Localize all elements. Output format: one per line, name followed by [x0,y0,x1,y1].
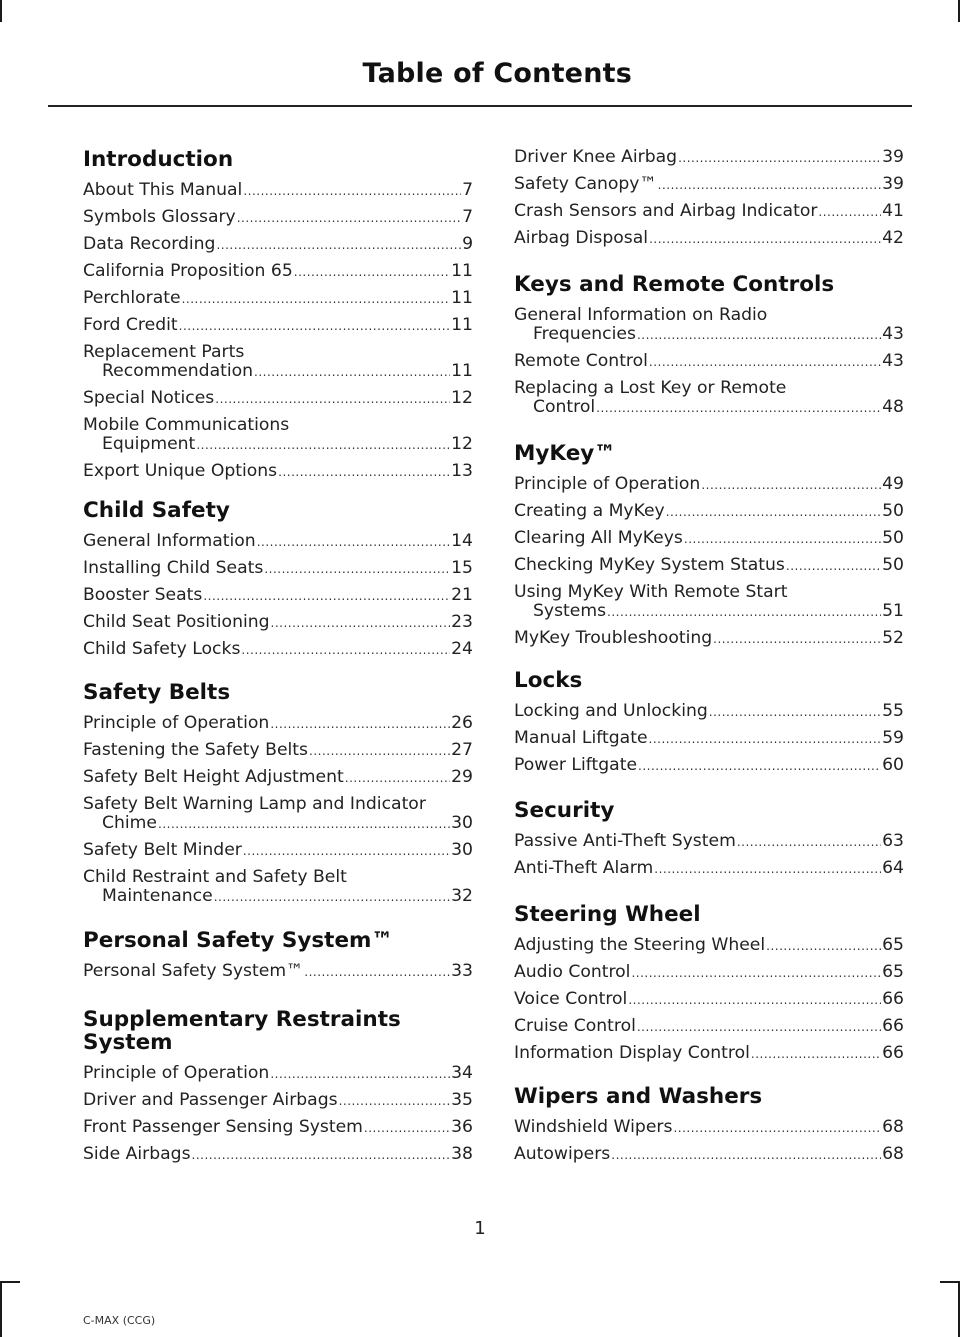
section-heading [514,669,904,692]
toc-entry-page: 65 [882,962,904,982]
section-heading [83,1008,473,1054]
dot-leader [271,614,451,633]
toc-entry-label: Safety Canopy™ [514,174,657,194]
toc-entry-label: Perchlorate [83,288,181,308]
dot-leader [158,815,450,834]
toc-entry-label: Using MyKey With Remote Start [514,582,788,602]
section-heading-line: Security [514,798,615,823]
toc-section [83,929,473,989]
toc-entry[interactable] [514,629,904,649]
toc-entry-label: Special Notices [83,388,215,408]
toc-entry-page: 50 [882,501,904,521]
toc-entry[interactable] [514,1118,904,1138]
toc-entry[interactable] [514,1145,904,1165]
dot-leader [737,833,881,852]
toc-entry[interactable] [83,613,473,633]
dot-leader [243,182,461,201]
toc-entry-label: Locking and Unlocking [514,701,708,721]
toc-entry[interactable] [83,768,473,788]
toc-section [514,273,904,425]
toc-entry-label: MyKey Troubleshooting [514,628,713,648]
dot-leader [713,630,881,649]
toc-entry-label: Creating a MyKey [514,501,665,521]
toc-entry[interactable] [514,148,904,168]
dot-leader [637,1018,881,1037]
toc-entry[interactable] [514,306,904,345]
dot-leader [304,963,450,982]
dot-leader [701,476,881,495]
dot-leader [270,1065,450,1084]
toc-entry-page: 68 [882,1117,904,1137]
section-heading-line: Safety Belts [83,680,231,705]
dot-leader [611,1146,881,1165]
toc-entry-label: Information Display Control [514,1043,750,1063]
section-heading [83,681,473,704]
toc-entry-page: 34 [451,1063,473,1083]
dot-leader [237,209,461,228]
toc-entry-page: 21 [451,585,473,605]
toc-entry-page: 30 [451,813,473,833]
toc-entry-label: Principle of Operation [83,713,270,733]
toc-entry-page: 32 [451,886,473,906]
toc-section [514,148,904,256]
toc-entry-label: Replacement Parts [83,342,245,362]
toc-entry-page: 55 [882,701,904,721]
toc-entry-label: Principle of Operation [514,474,701,494]
section-heading-line: Personal Safety System™ [83,928,393,953]
toc-entry[interactable] [83,416,473,455]
dot-leader [309,742,450,761]
dot-leader [786,557,881,576]
dot-leader [241,641,450,660]
toc-entry[interactable] [83,1145,473,1165]
toc-entry-page: 36 [451,1117,473,1137]
dot-leader [254,363,450,382]
toc-entry-label: Windshield Wipers [514,1117,673,1137]
header-divider [48,105,912,107]
dot-leader [637,326,881,345]
toc-section [83,148,473,489]
toc-entry[interactable] [83,868,473,907]
toc-entry-label: Power Liftgate [514,755,638,775]
toc-entry-label: Anti-Theft Alarm [514,858,654,878]
toc-entry-label: Installing Child Seats [83,558,264,578]
toc-entry-label: Booster Seats [83,585,203,605]
toc-entry-label: Adjusting the Steering Wheel [514,935,766,955]
section-heading [514,1085,904,1108]
toc-entry[interactable] [83,559,473,579]
toc-entry-page: 15 [451,558,473,578]
dot-leader [294,263,450,282]
dot-leader [658,176,881,195]
toc-entry-label: Symbols Glossary [83,207,236,227]
section-heading-line: Wipers and Washers [514,1084,763,1109]
toc-entry[interactable] [514,556,904,576]
toc-entry[interactable] [83,343,473,382]
toc-entry[interactable] [514,229,904,249]
toc-entry-label: Ford Credit [83,315,178,335]
toc-entry[interactable] [83,1091,473,1111]
toc-entry-page: 65 [882,935,904,955]
toc-entry[interactable] [83,289,473,309]
toc-entry-page: 50 [882,528,904,548]
dot-leader [214,888,450,907]
crop-mark-bottom-left-h [0,1281,20,1283]
toc-entry-page: 41 [882,201,904,221]
toc-entry-page: 66 [882,1043,904,1063]
dot-leader [631,964,881,983]
section-heading [83,929,473,952]
toc-entry-page: 11 [451,361,473,381]
dot-leader [278,463,450,482]
toc-entry[interactable] [83,262,473,282]
toc-entry-label: Clearing All MyKeys [514,528,683,548]
toc-entry-label: Voice Control [514,989,628,1009]
toc-entry[interactable] [83,389,473,409]
toc-entry-label: Frequencies [533,324,636,344]
toc-entry-page: 23 [451,612,473,632]
toc-entry-page: 52 [882,628,904,648]
toc-entry-page: 66 [882,989,904,1009]
dot-leader [215,390,450,409]
toc-entry-page: 11 [451,315,473,335]
toc-entry-label: Driver and Passenger Airbags [83,1090,338,1110]
toc-entry-page: 38 [451,1144,473,1164]
toc-entry-label: Recommendation [102,361,254,381]
dot-leader [243,842,450,861]
toc-entry-label: Data Recording [83,234,216,254]
toc-entry-page: 14 [451,531,473,551]
page-number: 1 [474,1218,486,1239]
toc-entry-label: Side Airbags [83,1144,191,1164]
section-heading-line: Supplementary Restraints [83,1007,401,1032]
toc-entry-label: About This Manual [83,180,243,200]
toc-entry-page: 26 [451,713,473,733]
toc-section [514,799,904,886]
toc-entry-page: 11 [451,261,473,281]
dot-leader [666,503,881,522]
toc-entry[interactable] [514,702,904,722]
toc-entry[interactable] [83,714,473,734]
section-heading-line: System [83,1030,173,1055]
toc-entry-label: Passive Anti-Theft System [514,831,736,851]
page-title: Table of Contents [362,58,632,89]
toc-section [514,903,904,1071]
toc-section [83,1008,473,1172]
toc-entry-page: 59 [882,728,904,748]
toc-entry-label: General Information [83,531,256,551]
dot-leader [264,560,450,579]
toc-entry-page: 63 [882,831,904,851]
toc-entry-label: Audio Control [514,962,631,982]
dot-leader [196,436,450,455]
dot-leader [766,937,881,956]
toc-entry-page: 35 [451,1090,473,1110]
dot-leader [203,587,450,606]
dot-leader [649,230,881,249]
section-heading-line: Child Safety [83,498,230,523]
toc-entry[interactable] [83,586,473,606]
dot-leader [684,530,881,549]
toc-entry-page: 11 [451,288,473,308]
toc-entry-label: Child Seat Positioning [83,612,270,632]
toc-entry-label: Safety Belt Minder [83,840,242,860]
toc-section [514,442,904,656]
toc-entry-page: 66 [882,1016,904,1036]
dot-leader [270,715,450,734]
toc-entry-label: Cruise Control [514,1016,636,1036]
toc-entry-label: Checking MyKey System Status [514,555,785,575]
toc-entry-label: Systems [533,601,607,621]
toc-entry-label: Airbag Disposal [514,228,649,248]
dot-leader [649,353,881,372]
dot-leader [364,1119,450,1138]
section-heading [514,442,904,465]
toc-entry-label: Equipment [102,434,196,454]
toc-entry[interactable] [83,1064,473,1084]
toc-entry[interactable] [514,529,904,549]
toc-entry[interactable] [514,202,904,222]
dot-leader [257,533,450,552]
section-heading [83,148,473,171]
toc-entry[interactable] [83,962,473,982]
toc-entry[interactable] [83,640,473,660]
dot-leader [182,290,451,309]
toc-entry-page: 43 [882,351,904,371]
toc-entry[interactable] [514,379,904,418]
model-code: C-MAX (CCG) [83,1314,156,1327]
toc-entry[interactable] [83,235,473,255]
toc-entry[interactable] [83,795,473,834]
toc-entry-label: Mobile Communications [83,415,290,435]
toc-entry-label: Driver Knee Airbag [514,147,678,167]
section-heading-line: Introduction [83,147,234,172]
section-heading [83,499,473,522]
toc-entry[interactable] [514,990,904,1010]
toc-entry-page: 50 [882,555,904,575]
dot-leader [339,1092,451,1111]
toc-entry-page: 68 [882,1144,904,1164]
section-heading-line: Keys and Remote Controls [514,272,835,297]
toc-entry[interactable] [514,756,904,776]
toc-entry-label: Safety Belt Warning Lamp and Indicator [83,794,426,814]
toc-entry-label: Principle of Operation [83,1063,270,1083]
crop-mark-bottom-left [0,1281,2,1337]
toc-section [83,499,473,667]
toc-entry[interactable] [514,729,904,749]
toc-entry-page: 7 [462,207,473,227]
toc-entry-page: 12 [451,388,473,408]
dot-leader [628,991,881,1010]
dot-leader [818,203,881,222]
section-heading-line: MyKey™ [514,441,616,466]
toc-entry-label: Fastening the Safety Belts [83,740,308,760]
toc-entry[interactable] [83,1118,473,1138]
toc-entry[interactable] [83,532,473,552]
toc-entry-page: 13 [451,461,473,481]
toc-entry-label: Replacing a Lost Key or Remote [514,378,787,398]
toc-entry-page: 27 [451,740,473,760]
toc-entry[interactable] [514,1017,904,1037]
toc-entry-label: Autowipers [514,1144,611,1164]
toc-entry-label: Remote Control [514,351,648,371]
dot-leader [192,1146,451,1165]
dot-leader [709,703,881,722]
toc-entry-page: 30 [451,840,473,860]
dot-leader [607,603,881,622]
dot-leader [654,860,881,879]
dot-leader [673,1119,881,1138]
dot-leader [751,1045,881,1064]
toc-entry-page: 33 [451,961,473,981]
toc-entry-label: Chime [102,813,157,833]
dot-leader [678,149,881,168]
toc-section [514,1085,904,1172]
toc-entry[interactable] [514,859,904,879]
toc-section [514,669,904,783]
toc-entry[interactable] [514,963,904,983]
toc-entry[interactable] [514,1044,904,1064]
dot-leader [216,236,461,255]
crop-mark-top-left [0,0,2,22]
toc-entry-page: 64 [882,858,904,878]
toc-entry[interactable] [83,841,473,861]
toc-entry[interactable] [83,208,473,228]
toc-entry-page: 7 [462,180,473,200]
toc-entry-label: Export Unique Options [83,461,278,481]
toc-entry-label: Front Passenger Sensing System [83,1117,363,1137]
dot-leader [345,769,450,788]
toc-entry[interactable] [514,936,904,956]
toc-entry-page: 9 [462,234,473,254]
toc-entry[interactable] [514,352,904,372]
dot-leader [649,730,882,749]
dot-leader [596,399,881,418]
section-heading-line: Steering Wheel [514,902,701,927]
toc-entry-page: 24 [451,639,473,659]
toc-entry-page: 12 [451,434,473,454]
toc-entry[interactable] [514,502,904,522]
toc-entry-label: Maintenance [102,886,213,906]
toc-entry[interactable] [514,832,904,852]
toc-entry-page: 48 [882,397,904,417]
toc-entry-page: 29 [451,767,473,787]
toc-entry-label: Crash Sensors and Airbag Indicator [514,201,818,221]
section-heading [514,799,904,822]
toc-entry[interactable] [83,741,473,761]
toc-entry-label: Personal Safety System™ [83,961,304,981]
toc-entry[interactable] [514,175,904,195]
toc-entry[interactable] [514,475,904,495]
toc-entry-label: Child Safety Locks [83,639,241,659]
section-heading [514,903,904,926]
dot-leader [638,757,881,776]
toc-entry-label: California Proposition 65 [83,261,293,281]
dot-leader [179,317,451,336]
toc-entry-page: 60 [882,755,904,775]
toc-entry-label: Control [533,397,596,417]
toc-section [83,681,473,914]
section-heading [514,273,904,296]
toc-entry-label: Child Restraint and Safety Belt [83,867,347,887]
section-heading-line: Locks [514,668,583,693]
toc-entry[interactable] [83,462,473,482]
toc-entry-label: Safety Belt Height Adjustment [83,767,344,787]
toc-entry[interactable] [83,181,473,201]
toc-entry-page: 43 [882,324,904,344]
toc-entry-page: 39 [882,147,904,167]
toc-entry[interactable] [83,316,473,336]
toc-entry-page: 39 [882,174,904,194]
toc-entry-page: 42 [882,228,904,248]
crop-mark-bottom-right-h [940,1281,960,1283]
toc-entry-label: General Information on Radio [514,305,768,325]
toc-entry-page: 51 [882,601,904,621]
toc-entry[interactable] [514,583,904,622]
toc-entry-label: Manual Liftgate [514,728,648,748]
toc-entry-page: 49 [882,474,904,494]
